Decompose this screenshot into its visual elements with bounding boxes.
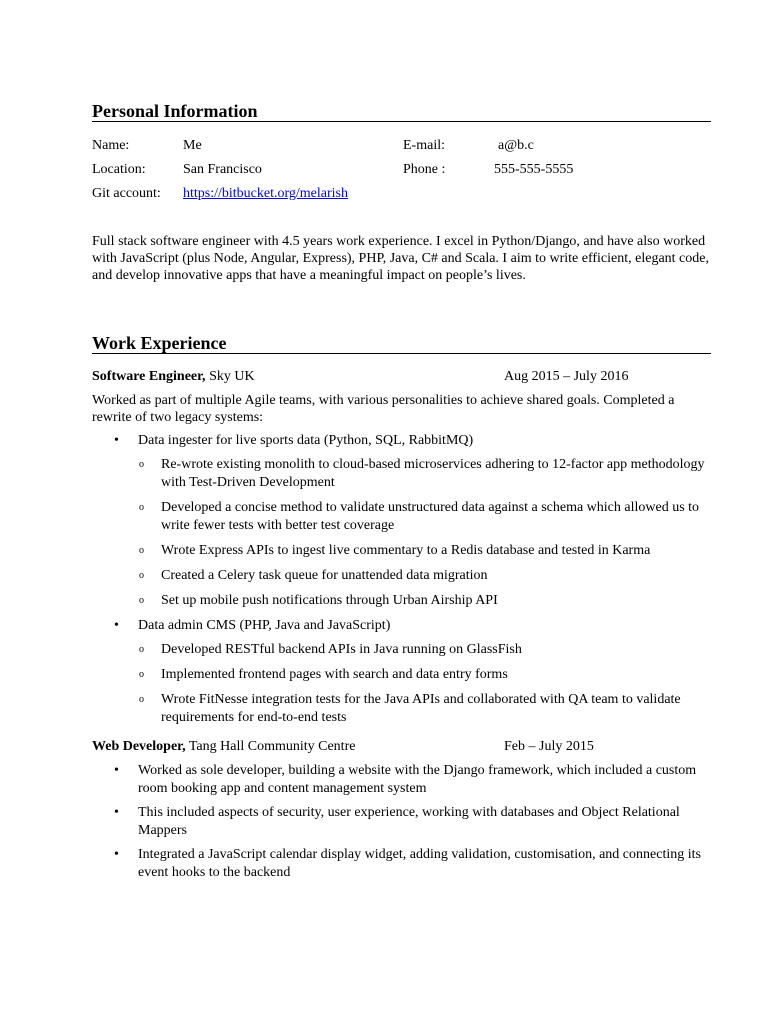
work-experience-heading: Work Experience [92,333,711,354]
sub-list-item-text: Created a Celery task queue for unattended data migration [161,568,488,583]
sub-list-item [92,456,717,492]
list-item-text: Data admin CMS (PHP, Java and JavaScript) [138,618,391,633]
sub-bullet-glyph: o [139,669,144,680]
email-value: a@b.c [498,138,534,153]
job-dates: Feb – July 2015 [504,739,594,754]
email-label: E-mail: [403,138,445,153]
list-item [92,846,717,882]
bullet-glyph: • [114,847,119,862]
bullet-glyph: • [114,805,119,820]
sub-list-item-text: Wrote Express APIs to ingest live commentary to a Redis database and tested in Karma [161,543,651,558]
sub-list-item-text: Developed a concise method to validate unstructured data against a schema which allowed us to write fewer tests with better test coverage [161,500,700,533]
sub-list-item-text: Re-wrote existing monolith to cloud-based microservices adhering to 12-factor app methodology with Test-Driven Development [161,457,705,490]
list-item [92,804,717,840]
summary-paragraph: Full stack software engineer with 4.5 years work experience. I excel in Python/Django, and have also worked with JavaScript (plus Node, Angular, Express), PHP, Java, C# and Scala. I aim to write efficient, elegant code, and develop innovative apps that have a meaningful impact on people’s lives. [92,234,709,283]
sub-bullet-glyph: o [139,459,144,470]
sub-list-item-text: Implemented frontend pages with search and data entry forms [161,667,508,682]
bullet-glyph: • [114,618,119,633]
bullet-glyph: • [114,763,119,778]
sub-list-item [92,592,717,610]
sub-list-item [92,567,717,585]
job-role: Web Developer, [92,739,186,754]
sub-list-item-text: Wrote FitNesse integration tests for the Java APIs and collaborated with QA team to validate requirements for end-to-end tests [161,692,681,725]
job-responsibilities-list [92,432,717,734]
location-label: Location: [92,162,146,177]
list-item-text: Data ingester for live sports data (Python, SQL, RabbitMQ) [138,433,474,448]
name-label: Name: [92,138,130,153]
sub-list [138,641,717,727]
job-role: Software Engineer, [92,369,206,384]
sub-list-item-text: Set up mobile push notifications through Urban Airship API [161,593,498,608]
list-item [92,762,717,798]
phone-value: 555-555-5555 [494,162,574,177]
sub-bullet-glyph: o [139,545,144,556]
name-value: Me [183,138,202,153]
sub-bullet-glyph: o [139,502,144,513]
personal-info-heading: Personal Information [92,101,711,122]
phone-label: Phone : [403,162,446,177]
job-dates: Aug 2015 – July 2016 [504,369,629,384]
job-company: Tang Hall Community Centre [185,739,356,754]
job-header-tang-hall [92,738,712,755]
git-label: Git account: [92,186,161,201]
sub-list-item [92,666,717,684]
job-company: Sky UK [205,369,255,384]
list-item-text: Integrated a JavaScript calendar display widget, adding validation, customisation, and connecting its event hooks to the backend [138,847,701,880]
list-item [92,617,717,727]
sub-list-item [92,641,717,659]
bullet-glyph: • [114,433,119,448]
sub-bullet-glyph: o [139,595,144,606]
sub-bullet-glyph: o [139,644,144,655]
sub-list-item-text: Developed RESTful backend APIs in Java running on GlassFish [161,642,522,657]
sub-bullet-glyph: o [139,694,144,705]
sub-list-item [92,542,717,560]
list-item [92,432,717,610]
git-link[interactable]: https://bitbucket.org/melarish [183,186,348,201]
sub-list-item [92,499,717,535]
sub-list-item [92,691,717,727]
job-responsibilities-list [92,762,717,888]
location-value: San Francisco [183,162,262,177]
list-item-text: This included aspects of security, user experience, working with databases and Object Relational Mappers [138,805,680,838]
sub-bullet-glyph: o [139,570,144,581]
job-description: Worked as part of multiple Agile teams, with various personalities to achieve shared goals. Completed a rewrite of two legacy systems: [92,393,675,425]
sub-list [138,456,717,610]
list-item-text: Worked as sole developer, building a website with the Django framework, which included a custom room booking app and content management system [138,763,697,796]
